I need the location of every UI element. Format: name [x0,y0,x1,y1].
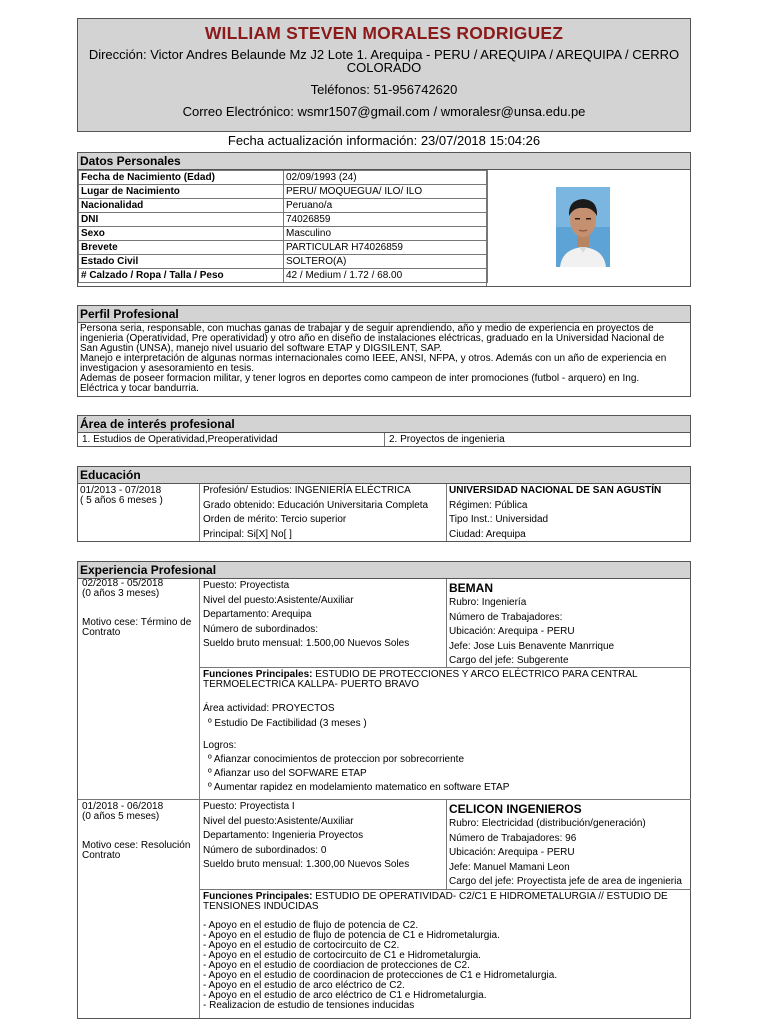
company-detail: Ubicación: Arequipa - PERU [449,847,575,858]
position-detail: Sueldo bruto mensual: 1.300,00 Nuevos Soles [203,859,410,870]
email: Correo Electrónico: wsmr1507@gmail.com / wmoralesr@unsa.edu.pe [182,104,586,119]
education-duration: ( 5 años 6 meses ) [80,495,163,506]
company-detail: Jefe: Jose Luis Benavente Manrrique [449,640,615,652]
position-detail: Nivel del puesto:Asistente/Auxiliar [203,815,354,827]
profile-photo [556,187,610,267]
job-1-position-cell [199,579,447,668]
company-detail: Número de Trabajadores: 96 [449,832,577,844]
section-title: Experiencia Profesional [78,562,690,579]
profile-line: Manejo e interpretación de algunas normas internacionales como IEEE, ANSI, NFPA, y otros. Además con un año de experiencia en [80,353,667,364]
task-item: - Apoyo en el estudio de coordinacion de protecciones de C1 e Hidrometalurgia. [203,970,558,981]
field-value: 42 / Medium / 1.72 / 68.00 [284,269,488,283]
job-1-period-cell [78,579,200,800]
profile-line: Persona seria, responsable, con muchas ganas de trabajar y de seguir aprendiendo, año y medio de experiencia en proyectos de [80,323,654,334]
job-period: 01/2018 - 06/2018 [82,801,164,812]
functions-label: Funciones Principales: [203,891,313,902]
achievement-item: º Aumentar rapidez en modelamiento matematico en software ETAP [208,782,510,793]
experience-section [77,561,691,1019]
education-period-cell [78,484,200,541]
company-detail: Cargo del jefe: Proyectista jefe de area de ingenieria [449,876,682,887]
job-2-functions-cell [199,889,691,1018]
position-detail: Sueldo bruto mensual: 1.500,00 Nuevos Soles [203,638,410,649]
cv-header [77,18,691,148]
job-1-company-cell [446,579,691,668]
job-2-position-cell [199,799,447,890]
profile-line: San Agustin (UNSA), manejo nivel usuario del software ETAP y DIGSILENT, SAP. [80,343,442,354]
interest-item-1: 1. Estudios de Operatividad,Preoperatividad [82,434,278,445]
field-label: Nacionalidad [79,199,284,213]
task-item: - Apoyo en el estudio de arco eléctrico de C2. [203,980,405,991]
position-detail: Número de subordinados: [203,623,319,635]
education-detail: Profesión/ Estudios: INGENIERÍA ELÉCTRICA [203,485,411,496]
functions-text: ESTUDIO DE OPERATIVIDAD- C2/C1 E HIDROMETALURGIA // ESTUDIO DE [312,891,668,902]
personal-data-row [79,199,488,213]
education-detail: Orden de mérito: Tercio superior [203,514,347,525]
field-value: Peruano/a [284,199,488,213]
personal-data-section [77,152,691,287]
institution-name: UNIVERSIDAD NACIONAL DE SAN AGUSTÍN [449,485,662,496]
activity-area: Área actividad: PROYECTOS [203,703,335,714]
field-value: Masculino [284,227,488,241]
position-detail: Puesto: Proyectista I [203,801,295,812]
section-title: Perfil Profesional [78,306,690,323]
task-item: - Apoyo en el estudio de coordiacion de protecciones de C2. [203,960,470,971]
job-cease-reason: Motivo cese: Término de [82,617,192,628]
profile-text [78,323,690,395]
task-item: - Realizacion de estudio de tensiones inducidas [203,1000,415,1011]
company-detail: Jefe: Manuel Mamani Leon [449,861,570,873]
job-duration: (0 años 3 meses) [82,588,160,599]
field-value: PERU/ MOQUEGUA/ ILO/ ILO [284,185,488,199]
functions-text: ESTUDIO DE PROTECCIONES Y ARCO ELÉCTRICO PARA CENTRAL [312,669,638,680]
personal-data-row [79,171,488,185]
field-value: SOLTERO(A) [284,255,488,269]
functions-label: Funciones Principales: [203,669,313,680]
section-title: Área de interés profesional [78,416,690,433]
institution-detail: Ciudad: Arequipa [449,528,526,540]
job-period: 02/2018 - 05/2018 [82,578,164,589]
interest-area-section [77,415,691,447]
achievement-item: º Afianzar uso del SOFWARE ETAP [208,768,367,779]
task-item: - Apoyo en el estudio de flujo de potencia de C2. [203,920,419,931]
company-name: CELICON INGENIEROS [449,802,582,816]
education-detail: Grado obtenido: Educación Universitaria Completa [203,499,429,511]
field-value: PARTICULAR H74026859 [284,241,488,255]
job-1-functions-cell [199,667,691,800]
personal-data-row [79,241,488,255]
profile-line: ingenieria (Operatividad, Pre operatividad) y otro año en diseño de instalaciones eléctricas, graduado en la Universidad Nacional de [80,333,665,344]
institution-detail: Régimen: Pública [449,499,528,511]
education-institution-cell [446,484,691,541]
profile-line: Ademas de poseer formacion militar, y tener logros en deportes como campeon de inter promociones (futbol - arquero) en Ing. [80,373,640,384]
photo-cell [486,170,691,286]
field-label: Estado Civil [79,255,284,269]
position-detail: Puesto: Proyectista [203,580,290,591]
personal-data-row [79,269,488,283]
company-detail: Ubicación: Arequipa - PERU [449,626,575,637]
profile-line: Eléctrica y tocar bandurria. [80,383,199,394]
section-title: Educación [78,467,690,484]
company-detail: Número de Trabajadores: [449,611,563,623]
field-value: 74026859 [284,213,488,227]
personal-data-row [79,185,488,199]
task-item: - Apoyo en el estudio de arco eléctrico de C1 e Hidrometalurgia. [203,990,487,1001]
field-value: 02/09/1993 (24) [284,171,488,185]
candidate-name: WILLIAM STEVEN MORALES RODRIGUEZ [204,23,564,43]
address-line-1: Dirección: Victor Andres Belaunde Mz J2 Lote 1. Arequipa - PERU / AREQUIPA / AREQUIPA / CERRO [88,47,680,62]
education-detail: Principal: Si[X] No[ ] [203,528,292,540]
field-label: Sexo [79,227,284,241]
section-title: Datos Personales [78,153,690,170]
position-detail: Departamento: Ingenieria Proyectos [203,830,364,841]
field-label: Brevete [79,241,284,255]
task-item: - Apoyo en el estudio de flujo de potencia de C1 e Hidrometalurgia. [203,930,500,941]
education-section [77,466,691,542]
activity-item: º Estudio De Factibilidad (3 meses ) [208,717,367,729]
company-name: BEMAN [449,581,493,595]
achievements-label: Logros: [203,739,237,751]
professional-profile-section [77,305,691,397]
profile-line: investigacion y asesoramiento en tesis. [80,363,254,374]
phones: Teléfonos: 51-956742620 [310,82,458,97]
personal-data-row [79,227,488,241]
update-date: Fecha actualización información: 23/07/2018 15:04:26 [227,133,541,148]
education-period: 01/2013 - 07/2018 [80,485,162,496]
education-details-cell [199,484,447,541]
company-detail: Cargo del jefe: Subgerente [449,655,569,666]
personal-data-row [79,255,488,269]
position-detail: Número de subordinados: 0 [203,844,327,856]
task-item: - Apoyo en el estudio de cortocircuito de C1 e Hidrometalurgia. [203,950,481,961]
personal-data-table [78,170,488,283]
functions-text-2: TENSIONES INDUCIDAS [203,901,319,912]
company-detail: Rubro: Electricidad (distribución/generación) [449,818,646,829]
task-item: - Apoyo en el estudio de cortocircuito de C2. [203,940,400,951]
job-cease-reason-2: Contrato [82,627,121,638]
achievement-item: º Afianzar conocimientos de proteccion por sobrecorriente [208,754,465,765]
job-2-company-cell [446,799,691,890]
position-detail: Departamento: Arequipa [203,609,312,620]
field-label: # Calzado / Ropa / Talla / Peso [79,269,284,283]
personal-data-row [79,213,488,227]
company-detail: Rubro: Ingeniería [449,597,527,608]
position-detail: Nivel del puesto:Asistente/Auxiliar [203,594,354,606]
job-duration: (0 años 5 meses) [82,811,160,822]
institution-detail: Tipo Inst.: Universidad [449,514,549,525]
functions-text-2: TERMOELECTRICA KALLPA- PUERTO BRAVO [203,679,419,690]
field-label: Lugar de Nacimiento [79,185,284,199]
address-line-2: COLORADO [346,60,422,75]
field-label: Fecha de Nacimiento (Edad) [79,171,284,185]
field-label: DNI [79,213,284,227]
job-cease-reason-2: Contrato [82,850,121,861]
job-2-period-cell [78,799,200,1018]
job-cease-reason: Motivo cese: Resolución [82,840,191,851]
interest-item-2: 2. Proyectos de ingenieria [384,433,690,446]
